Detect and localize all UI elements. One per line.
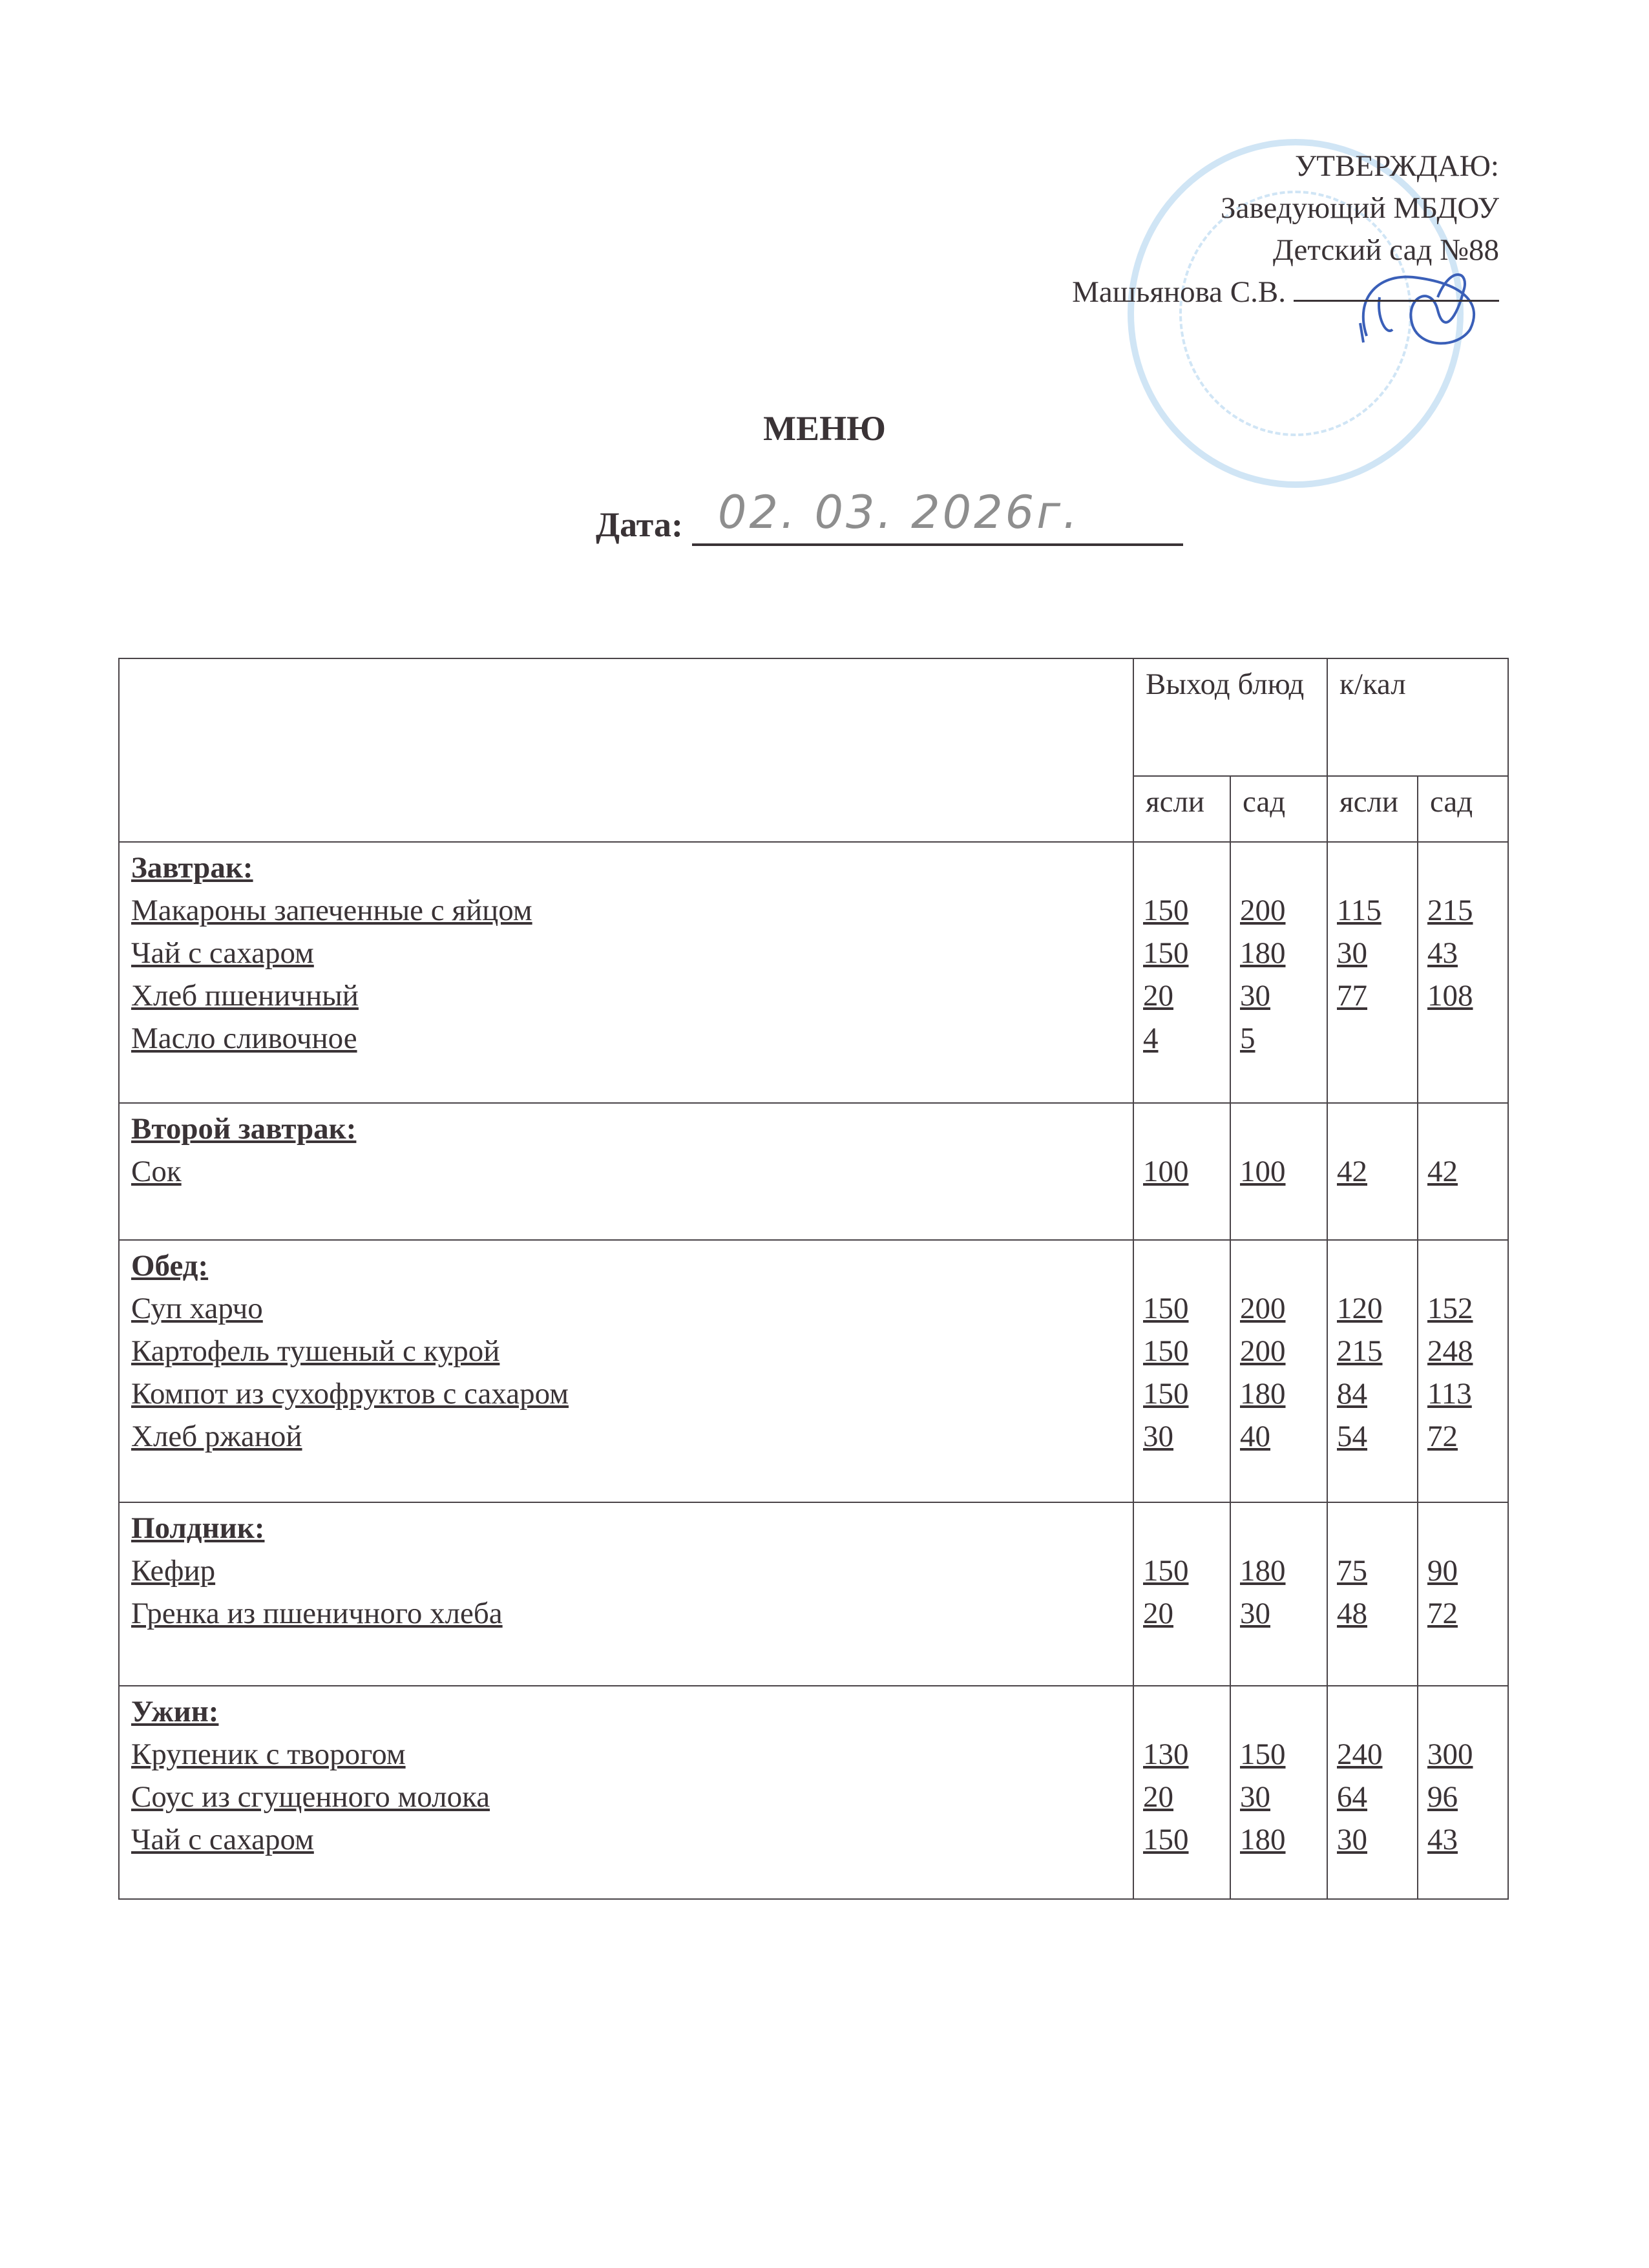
kcal-nursery-cell [1327,1240,1418,1502]
menu-table [118,658,1509,1900]
value: 200 [1240,894,1286,927]
value: 72 [1427,1597,1458,1630]
output-nursery-cell [1133,1240,1230,1502]
value: 48 [1337,1597,1367,1630]
value: 180 [1240,1823,1286,1856]
dish-name: Суп харчо [131,1292,263,1325]
value: 64 [1337,1780,1367,1814]
value: 150 [1143,1377,1189,1411]
meal-dishes [119,1502,1133,1686]
dish-name: Компот из сухофруктов с сахаром [131,1377,569,1411]
value: 54 [1337,1420,1367,1453]
value: 77 [1337,979,1367,1013]
output-garden-cell [1230,1240,1327,1502]
output-garden-cell [1230,842,1327,1103]
dish-name: Чай с сахаром [131,1823,314,1856]
value: 72 [1427,1420,1458,1453]
table-header-row [119,658,1508,776]
meal-title: Ужин: [131,1695,219,1728]
value: 180 [1240,1377,1286,1411]
header-output: Выход блюд [1133,658,1327,776]
value: 5 [1240,1022,1255,1055]
signature-line [1294,277,1499,302]
meal-dishes [119,1686,1133,1899]
kcal-nursery-cell [1327,1686,1418,1899]
value: 30 [1240,1597,1270,1630]
header-kcal-garden: сад [1418,776,1508,842]
value: 115 [1337,894,1381,927]
approval-organization: Детский сад №88 [1272,233,1499,267]
value: 215 [1337,1334,1383,1368]
dish-name: Чай с сахаром [131,936,314,970]
value: 180 [1240,936,1286,970]
output-nursery-cell [1133,1686,1230,1899]
value: 150 [1143,1823,1189,1856]
dish-name: Картофель тушеный с курой [131,1334,500,1368]
value: 30 [1143,1420,1173,1453]
output-nursery-cell [1133,1502,1230,1686]
value: 152 [1427,1292,1473,1325]
value: 30 [1240,979,1270,1013]
value: 42 [1337,1155,1367,1188]
output-garden-cell [1230,1103,1327,1240]
output-nursery-cell [1133,842,1230,1103]
value: 150 [1143,894,1189,927]
approval-signer-row [1072,271,1499,313]
kcal-nursery-cell [1327,1103,1418,1240]
value: 120 [1337,1292,1383,1325]
dish-name: Хлеб пшеничный [131,979,359,1013]
value: 75 [1337,1554,1367,1588]
value: 96 [1427,1780,1458,1814]
kcal-garden-cell [1418,842,1508,1103]
header-kcal: к/кал [1327,658,1508,776]
kcal-garden-cell [1418,1502,1508,1686]
page-title: МЕНЮ [763,409,886,448]
date-field [692,481,1183,546]
value: 248 [1427,1334,1473,1368]
value: 100 [1240,1155,1286,1188]
approval-position: Заведующий МБДОУ [1221,191,1499,225]
meal-dishes [119,842,1133,1103]
value: 90 [1427,1554,1458,1588]
value: 84 [1337,1377,1367,1411]
meal-row-second-breakfast [119,1103,1508,1240]
header-output-nursery: ясли [1133,776,1230,842]
approval-signer-name: Машьянова С.В. [1072,275,1286,309]
value: 150 [1240,1738,1286,1771]
value: 30 [1240,1780,1270,1814]
approval-block [1072,145,1499,313]
header-output-garden: сад [1230,776,1327,842]
value: 4 [1143,1022,1159,1055]
meal-title: Завтрак: [131,851,253,885]
dish-name: Хлеб ржаной [131,1420,302,1453]
value: 150 [1143,1554,1189,1588]
date-label: Дата: [596,505,683,544]
value: 30 [1337,936,1367,970]
value: 113 [1427,1377,1472,1411]
header-dish-cell [119,658,1133,842]
value: 43 [1427,936,1458,970]
dish-name: Макароны запеченные с яйцом [131,894,532,927]
value: 30 [1337,1823,1367,1856]
header-kcal-nursery: ясли [1327,776,1418,842]
value: 200 [1240,1334,1286,1368]
dish-name: Сок [131,1155,182,1188]
date-row [596,481,1183,546]
value: 40 [1240,1420,1270,1453]
value: 240 [1337,1738,1383,1771]
meal-dishes [119,1103,1133,1240]
value: 150 [1143,1334,1189,1368]
value: 200 [1240,1292,1286,1325]
meal-title: Обед: [131,1249,209,1283]
kcal-garden-cell [1418,1240,1508,1502]
value: 20 [1143,979,1173,1013]
dish-name: Крупеник с творогом [131,1738,406,1771]
approval-heading: УТВЕРЖДАЮ: [1294,149,1499,183]
value: 180 [1240,1554,1286,1588]
kcal-nursery-cell [1327,1502,1418,1686]
meal-title: Второй завтрак: [131,1112,357,1146]
meal-title: Полдник: [131,1511,265,1545]
value: 150 [1143,936,1189,970]
dish-name: Масло сливочное [131,1022,357,1055]
meal-row-dinner [119,1686,1508,1899]
kcal-garden-cell [1418,1103,1508,1240]
dish-name: Соус из сгущенного молока [131,1780,490,1814]
value: 150 [1143,1292,1189,1325]
output-garden-cell [1230,1686,1327,1899]
dish-name: Гренка из пшеничного хлеба [131,1597,503,1630]
date-value: 02. 03. 2026г. [717,486,1080,539]
dish-name: Кефир [131,1554,216,1588]
value: 130 [1143,1738,1189,1771]
kcal-nursery-cell [1327,842,1418,1103]
meal-row-lunch [119,1240,1508,1502]
meal-row-afternoon-snack [119,1502,1508,1686]
value: 42 [1427,1155,1458,1188]
value: 100 [1143,1155,1189,1188]
value: 20 [1143,1780,1173,1814]
kcal-garden-cell [1418,1686,1508,1899]
output-garden-cell [1230,1502,1327,1686]
value: 108 [1427,979,1473,1013]
meal-dishes [119,1240,1133,1502]
value: 215 [1427,894,1473,927]
value: 43 [1427,1823,1458,1856]
value: 20 [1143,1597,1173,1630]
value: 300 [1427,1738,1473,1771]
output-nursery-cell [1133,1103,1230,1240]
meal-row-breakfast [119,842,1508,1103]
